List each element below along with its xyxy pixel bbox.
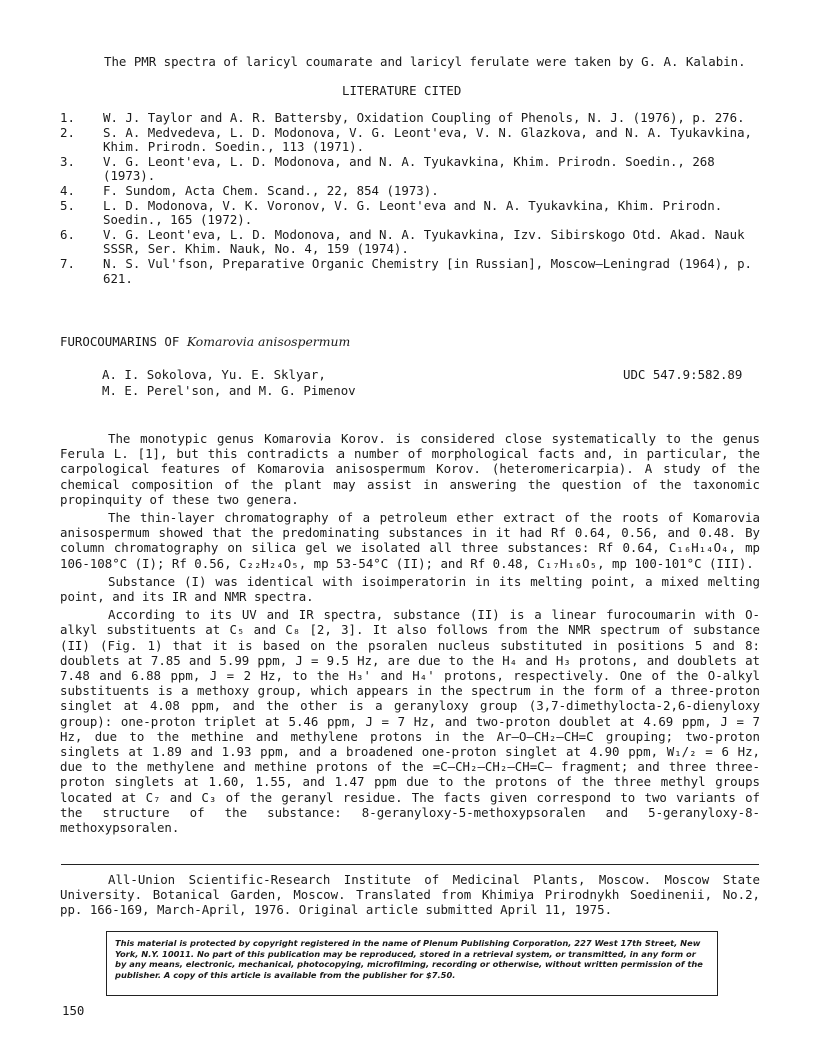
affiliation-footnote xyxy=(60,872,760,918)
paragraph: Substance (I) was identical with isoimperatorin in its melting point, a mixed melting point, and its IR and NMR spectra. xyxy=(60,573,760,605)
paragraph: The thin-layer chromatography of a petroleum ether extract of the roots of Komarovia anisospermum showed that the predominating substances in it had Rf 0.64, 0.56, and 0.48. By column chromatography on silica gel we isolated all three substances: Rf 0.64, C₁₆H₁₄O₄, mp 106-108°C (I); Rf 0.56, C₂₂H₂₄O₅, mp 53-54°C (II); and Rf 0.48, C₁₇H₁₆O₅, mp 100-101°C (III). xyxy=(60,510,760,571)
reference-number: 2. xyxy=(60,124,75,140)
article-title-species: Komarovia anisospermum xyxy=(186,334,351,349)
copyright-notice: This material is protected by copyright registered in the name of Plenum Publishing Corporation, 227 West 17th Street, New York, N.Y. 10011. No part of this publication may be reproduced, stored in a retrieval system, or transmitted, in any form or by any means, electronic, mechanical, photocopying, microfilming, recording or otherwise, without written permission of the publisher. A copy of this article is available from the publisher for $7.50. xyxy=(106,931,718,996)
top-sentence: The PMR spectra of laricyl coumarate and laricyl ferulate were taken by G. A. Kalabin. xyxy=(104,54,746,69)
reference-text: L. D. Modonova, V. K. Voronov, V. G. Leont'eva and N. A. Tyukavkina, Khim. Prirodn. Soedin., 165 (1972). xyxy=(103,197,723,228)
article-body xyxy=(60,431,760,835)
authors-line-1: A. I. Sokolova, Yu. E. Sklyar, xyxy=(102,367,326,382)
reference-text: V. G. Leont'eva, L. D. Modonova, and N. A. Tyukavkina, Khim. Prirodn. Soedin., 268 (1973). xyxy=(103,153,715,184)
reference-item xyxy=(60,111,760,126)
reference-number: 4. xyxy=(60,182,75,198)
reference-item xyxy=(60,184,760,199)
reference-list xyxy=(60,111,760,286)
reference-text: N. S. Vul'fson, Preparative Organic Chemistry [in Russian], Moscow—Leningrad (1964), p. 621. xyxy=(103,255,753,286)
reference-item xyxy=(60,257,760,286)
reference-text: V. G. Leont'eva, L. D. Modonova, and N. A. Tyukavkina, Izv. Sibirskogo Otd. Akad. Nauk SSSR, Ser. Khim. Nauk, No. 4, 159 (1974). xyxy=(103,226,745,257)
reference-number: 6. xyxy=(60,226,75,242)
reference-text: S. A. Medvedeva, L. D. Modonova, V. G. Leont'eva, V. N. Glazkova, and N. A. Tyukavkina, Khim. Prirodn. Soedin., 113 (1971). xyxy=(103,124,753,155)
reference-number: 7. xyxy=(60,255,75,271)
reference-number: 1. xyxy=(60,110,75,125)
reference-item xyxy=(60,199,760,228)
page-number: 150 xyxy=(62,1003,85,1018)
article-title-text: FUROCOUMARINS OF xyxy=(60,334,180,349)
literature-heading: LITERATURE CITED xyxy=(342,83,462,98)
reference-number: 3. xyxy=(60,153,75,169)
affiliation-text: All-Union Scientific-Research Institute of Medicinal Plants, Moscow. Moscow State University. Botanical Garden, Moscow. Translated from Khimiya Prirodnykh Soedinenii, No.2, pp. 166-169, March-April, 1976. Original article submitted April 11, 1975. xyxy=(60,872,760,918)
reference-text: F. Sundom, Acta Chem. Scand., 22, 854 (1973). xyxy=(103,182,439,198)
paragraph: According to its UV and IR spectra, substance (II) is a linear furocoumarin with O-alkyl substituents at C₅ and C₈ [2, 3]. It also follows from the NMR spectrum of substance (II) (Fig. 1) that it is based on the psoralen nucleus substituted in positions 5 and 8: doublets at 7.85 and 5.99 ppm, J = 9.5 Hz, are due to the H₄ and H₃ protons, and doublets at 7.48 and 6.88 ppm, J = 2 Hz, to the H₃' and H₄' protons, respectively. One of the O-alkyl substituents is a methoxy group, which appears in the spectrum in the form of a three-proton singlet at 4.08 ppm, and the other is a geranyloxy group (3,7-dimethylocta-2,6-dienyloxy group): one-proton triplet at 5.46 ppm, J = 7 Hz, and two-proton doublet at 4.69 ppm, J = 7 Hz, due to the methine and methylene protons in the Ar—O—CH₂—CH=C grouping; two-proton singlets at 1.89 and 1.93 ppm, and a broadened one-proton singlet at 4.90 ppm, W₁/₂ = 6 Hz, due to the methylene and methine protons of the =C—CH₂—CH₂—CH=C— fragment; and three three-proton singlets at 1.60, 1.55, and 1.47 ppm due to the protons of the three methyl groups located at C₇ and C₃ of the geranyl residue. The facts given correspond to two variants of the structure of the substance: 8-geranyloxy-5-methoxypsoralen and 5-geranyloxy-8-methoxypsoralen. xyxy=(60,607,760,836)
reference-item xyxy=(60,228,760,257)
reference-text: W. J. Taylor and A. R. Battersby, Oxidation Coupling of Phenols, N. J. (1976), p. 276. xyxy=(103,110,745,125)
footnote-divider xyxy=(61,864,759,865)
reference-item xyxy=(60,155,760,184)
authors-line-2: M. E. Perel'son, and M. G. Pimenov xyxy=(102,383,356,398)
reference-number: 5. xyxy=(60,197,75,213)
article-title xyxy=(60,335,350,349)
udc-code: UDC 547.9:582.89 xyxy=(623,367,743,382)
reference-item xyxy=(60,126,760,155)
paragraph: The monotypic genus Komarovia Korov. is considered close systematically to the genus Ferula L. [1], but this contradicts a number of morphological facts and, in particular, the carpological features of Komarovia anisospermum Korov. (heteromericarpia). A study of the chemical composition of the plant may assist in answering the question of the taxonomic propinquity of these two genera. xyxy=(60,431,760,507)
